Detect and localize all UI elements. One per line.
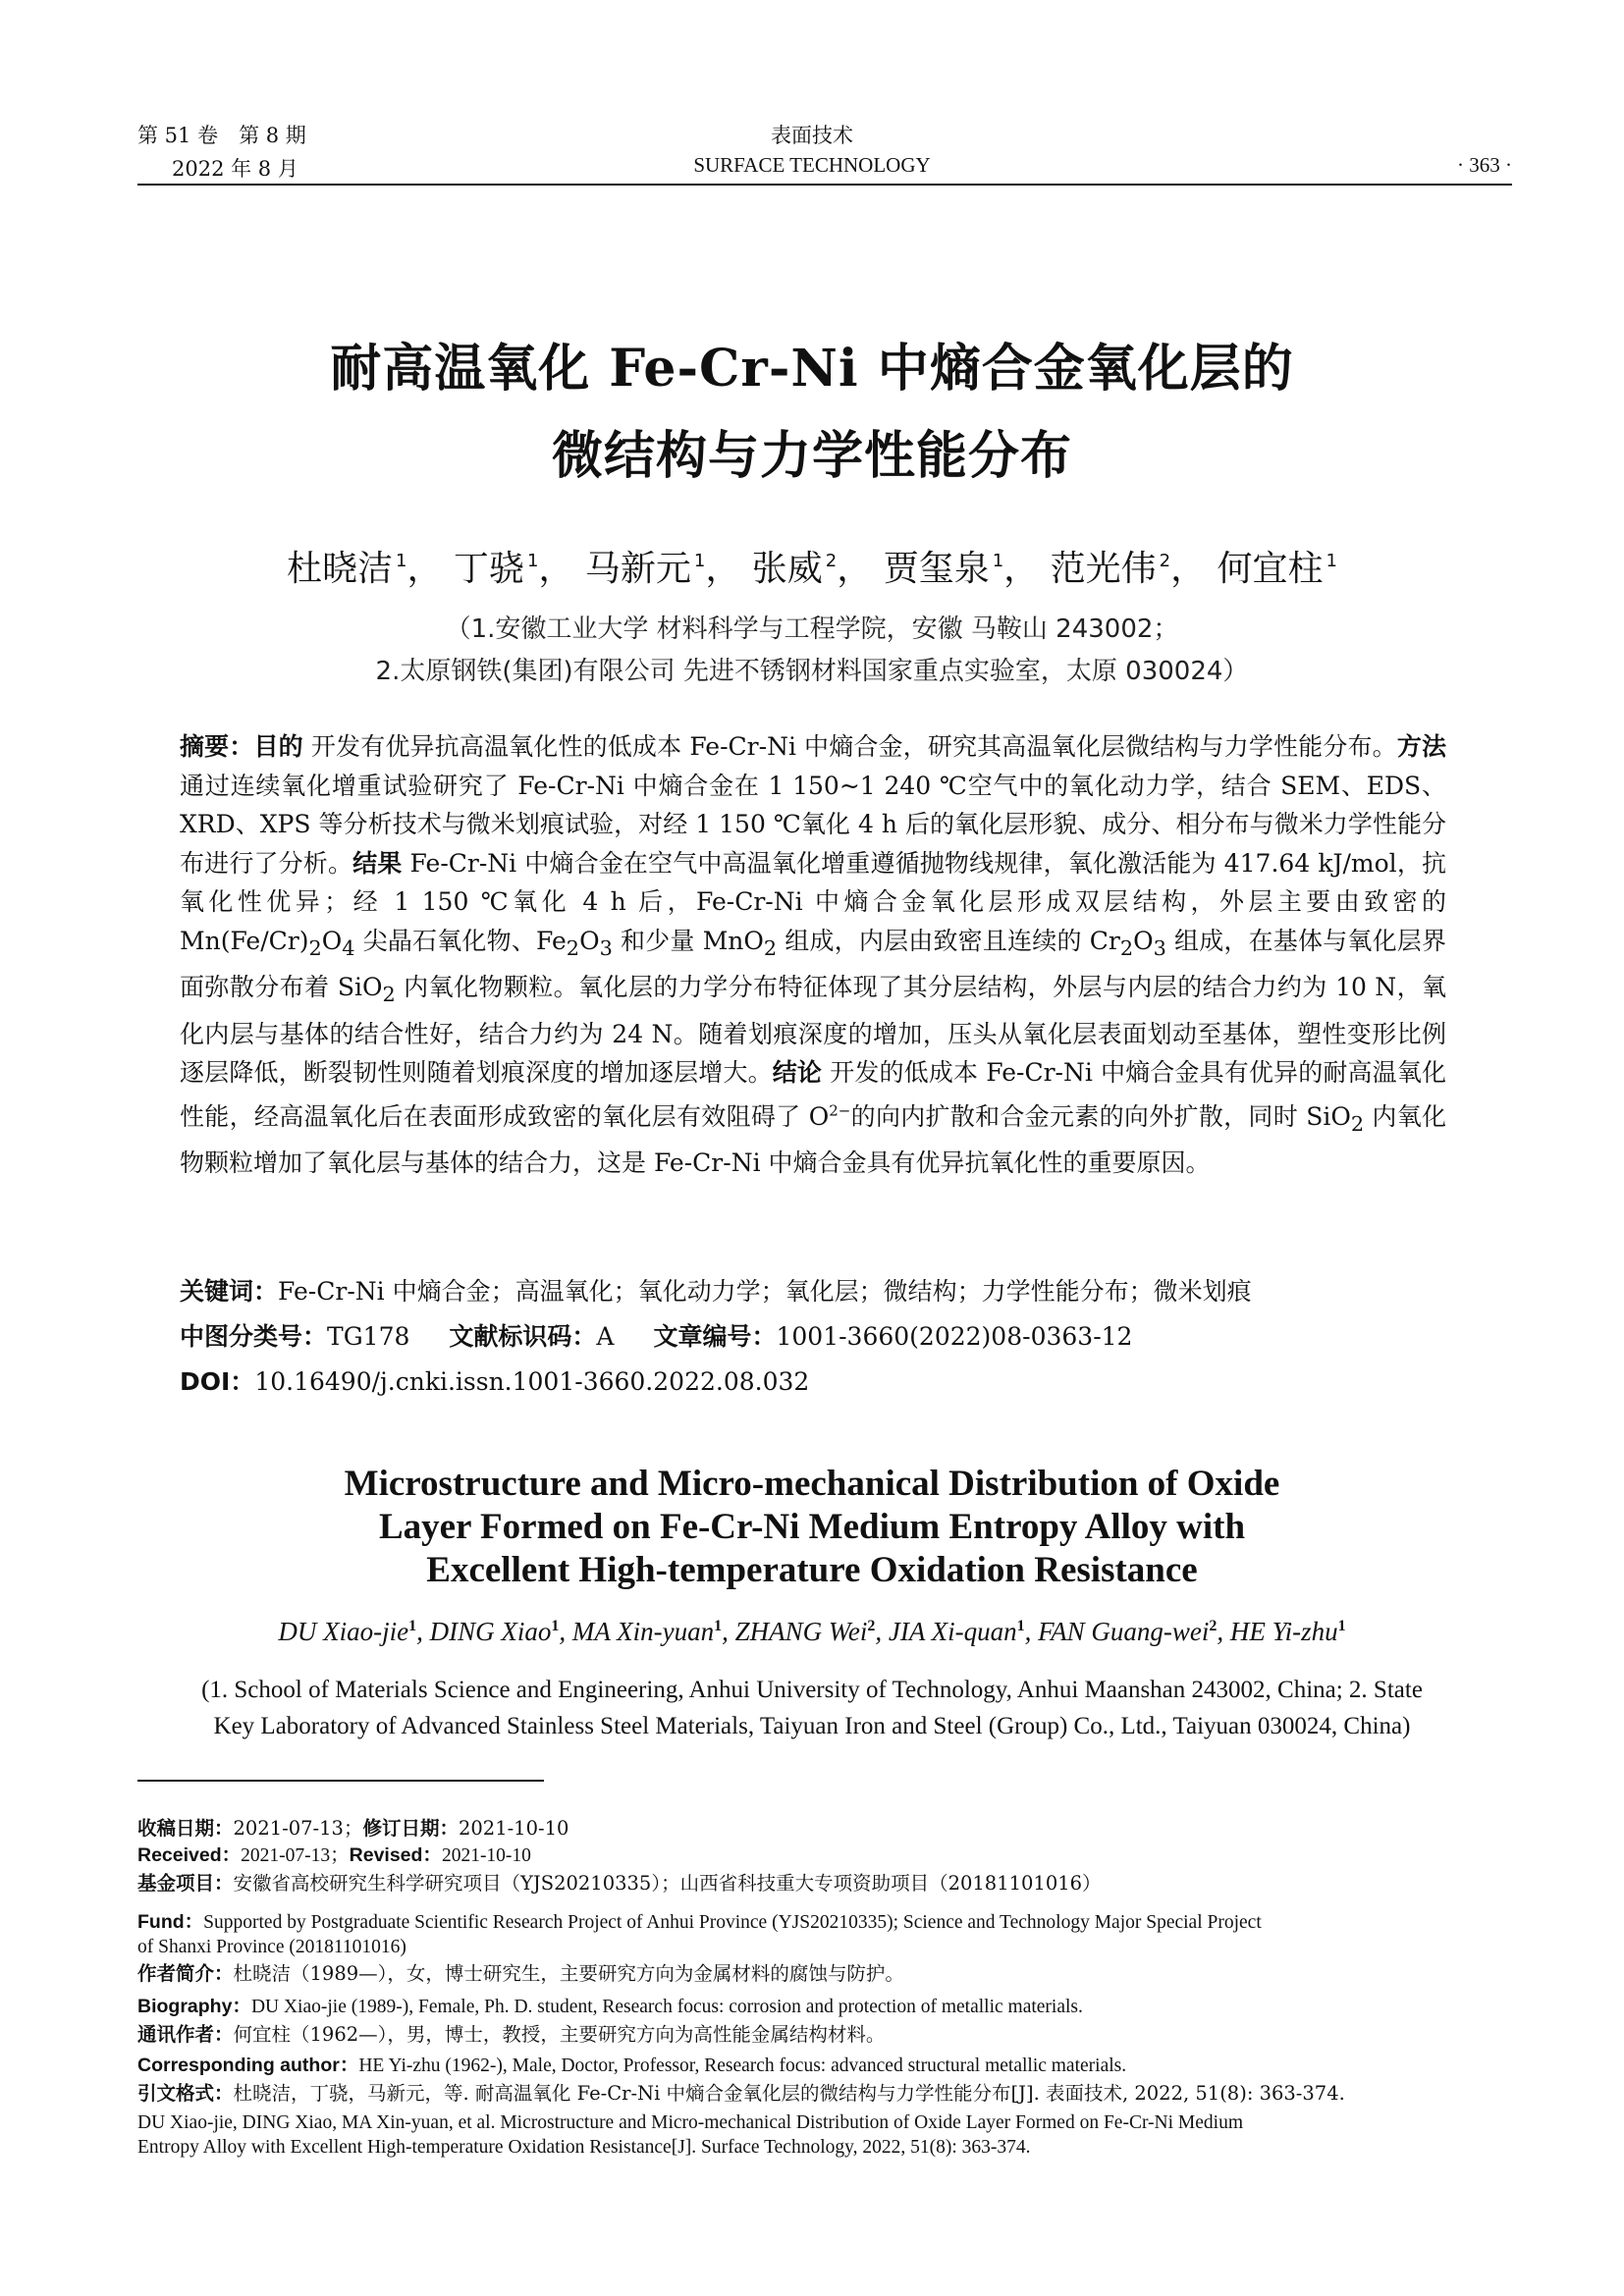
author-affil-mark: 2: [867, 1618, 876, 1634]
affiliation-en-line2: Key Laboratory of Advanced Stainless Steel Materials, Taiyuan Iron and Steel (Group) Co., Ltd., Taiyuan 030024, China): [213, 1713, 1411, 1739]
footnote-rule: [137, 1780, 544, 1782]
corresponding-cn: [137, 2022, 1512, 2047]
keywords-label: 关键词：: [180, 1277, 279, 1306]
author-cn: 马新元: [584, 549, 691, 589]
author-cn: 张威: [751, 549, 823, 589]
revised-en-value: 2021-10-10: [441, 1845, 531, 1866]
author-affil-mark: 1: [551, 1618, 560, 1634]
corr-cn-label: 通讯作者：: [137, 2023, 234, 2046]
authors-en: DU Xiao-jie$^1$, DING Xiao$^1$, MA Xin-yuan$^1$, ZHANG Wei$^2$, JIA Xi-quan$^1$, FAN Guang-wei$^2$, HE Yi-zhu$^1$: [278, 1617, 1346, 1646]
volume-issue: 第 51 卷 第 8 期: [137, 124, 306, 147]
keywords: [180, 1272, 1446, 1308]
author-cn: 贾玺泉: [883, 549, 990, 589]
page-number: · 363 ·: [1457, 153, 1512, 177]
journal-title-en: SURFACE TECHNOLOGY: [693, 153, 931, 177]
title-cn-line1: 耐高温氧化 Fe-Cr-Ni 中熵合金氧化层的: [330, 339, 1294, 399]
bio-en-value: DU Xiao-jie (1989-), Female, Ph. D. student, Research focus: corrosion and protection of metallic materials.: [250, 1997, 1083, 2017]
title-en-line3: Excellent High-temperature Oxidation Resistance: [426, 1550, 1198, 1590]
corresponding-en: [137, 2054, 1512, 2078]
author-en: HE Yi-zhu: [1229, 1617, 1338, 1646]
author-affil-mark: 1: [1337, 1618, 1346, 1634]
fund-en-value-cont: of Shanxi Province (20181101016): [137, 1937, 406, 1957]
author-en: DING Xiao: [429, 1617, 552, 1646]
author-affil-mark: 1: [714, 1618, 723, 1634]
title-cn-line2: 微结构与力学性能分布: [551, 426, 1072, 486]
author-affil-mark: 2: [1159, 551, 1171, 571]
affiliation-cn-line2: 2.太原钢铁(集团)有限公司 先进不锈钢材料国家重点实验室，太原 030024）: [375, 657, 1249, 686]
journal-title-cn: 表面技术: [771, 124, 853, 147]
author-en: FAN Guang-wei: [1038, 1617, 1210, 1646]
corr-cn-value: 何宜柱（1962—），男，博士，教授，主要研究方向为高性能金属结构材料。: [233, 2023, 886, 2046]
received-cn: [137, 1816, 1512, 1841]
affiliation-en: [137, 1672, 1487, 1744]
revised-cn-label: 修订日期：: [362, 1817, 459, 1840]
author-en: JIA Xi-quan: [888, 1617, 1017, 1646]
revised-cn-value: 2021-10-10: [458, 1817, 569, 1840]
biography-en: [137, 1995, 1512, 2019]
abstract-method: 通过连续氧化增重试验研究了 Fe-Cr-Ni 中熵合金在 1 150~1 240 ℃空气中的氧化动力学，结合 SEM、EDS、XRD、XPS 等分析技术与微米划痕试验，对经 1 150 ℃氧化 4 h 后的氧化层形貌、成分、相分布与微米力学性能分布进行了分析。: [180, 771, 1446, 878]
fund-cn: [137, 1871, 1512, 1896]
header-rule: [137, 184, 1512, 186]
affiliation-cn-line1: （1.安徽工业大学 材料科学与工程学院，安徽 马鞍山 243002；: [445, 614, 1179, 644]
keywords-text: Fe-Cr-Ni 中熵合金；高温氧化；氧化动力学；氧化层；微结构；力学性能分布；微米划痕: [278, 1277, 1252, 1306]
bio-cn-value: 杜晓洁（1989—），女，博士研究生，主要研究方向为金属材料的腐蚀与防护。: [233, 1962, 904, 1985]
cite-en-line1: DU Xiao-jie, DING Xiao, MA Xin-yuan, et al. Microstructure and Micro-mechanical Distribution of Oxide Layer Formed on Fe-Cr-Ni Medium: [137, 2112, 1244, 2133]
fund-cn-value: 安徽省高校研究生科学研究项目（YJS20210335）；山西省科技重大专项资助项目（20181101016）: [233, 1872, 1102, 1895]
abstract-purpose: 开发有优异抗高温氧化性的低成本 Fe-Cr-Ni 中熵合金，研究其高温氧化层微结构与力学性能分布。: [310, 732, 1397, 761]
cite-cn-value: 杜晓洁，丁骁，马新元，等. 耐高温氧化 Fe-Cr-Ni 中熵合金氧化层的微结构与力学性能分布[J]. 表面技术, 2022, 51(8): 363-374.: [233, 2082, 1345, 2105]
author-affil-mark: 1: [526, 551, 539, 571]
author-cn: 范光伟: [1050, 549, 1157, 589]
author-affil-mark: 2: [1209, 1618, 1218, 1634]
issue-date: 2022 年 8 月: [172, 157, 298, 181]
doc-code-value: A: [596, 1322, 615, 1351]
fund-en-label: Fund：: [137, 1911, 204, 1933]
method-label: 方法: [1396, 732, 1446, 761]
authors-cn: 杜晓洁 $^1$， 丁骁 $^1$， 马新元 $^1$， 张威 $^2$， 贾玺泉 $^1$， 范光伟 $^2$， 何宜柱 $^1$: [287, 549, 1337, 589]
cite-cn-label: 引文格式：: [137, 2082, 234, 2105]
doi-link[interactable]: 10.16490/j.cnki.issn.1001-3660.2022.08.032: [254, 1367, 810, 1396]
author-cn: 何宜柱: [1217, 549, 1324, 589]
bio-cn-label: 作者简介：: [137, 1962, 234, 1985]
author-affil-mark: 1: [396, 551, 407, 571]
author-affil-mark: 1: [992, 551, 1004, 571]
author-en: ZHANG Wei: [734, 1617, 868, 1646]
abstract-label: 摘要：: [180, 732, 254, 761]
author-en: DU Xiao-jie: [278, 1617, 409, 1646]
conclusion-label: 结论: [772, 1058, 823, 1087]
author-affil-mark: 1: [1326, 551, 1337, 571]
title-en-line1: Microstructure and Micro-mechanical Distribution of Oxide: [344, 1464, 1280, 1504]
corr-en-label: Corresponding author：: [137, 2055, 359, 2076]
doi: [180, 1362, 1446, 1398]
doi-label: DOI：: [180, 1367, 255, 1396]
result-label: 结果: [352, 848, 403, 878]
cite-en-line2: Entropy Alloy with Excellent High-temperature Oxidation Resistance[J]. Surface Technology, 2022, 51(8): 363-374.: [137, 2137, 1031, 2158]
article-no-value: 1001-3660(2022)08-0363-12: [776, 1322, 1133, 1351]
author-affil-mark: 1: [1016, 1618, 1025, 1634]
affiliation-en-line1: (1. School of Materials Science and Engineering, Anhui University of Technology, Anhui Maanshan 243002, China; 2. State: [201, 1677, 1423, 1703]
abstract-conclusion: 开发的低成本 Fe-Cr-Ni 中熵合金具有优异的耐高温氧化性能，经高温氧化后在表面形成致密的氧化层有效阻碍了 $O^{2-}$的向内扩散和合金元素的向外扩散，同时 SiO$_2$ 内氧化物颗粒增加了氧化层与基体的结合力，这是 Fe-Cr-Ni 中熵合金具有优异抗氧化性的重要原因。: [180, 1058, 1446, 1178]
received-cn-label: 收稿日期：: [137, 1817, 234, 1840]
citation-cn: [137, 2081, 1512, 2106]
author-cn: 杜晓洁: [287, 549, 394, 589]
clc-value: TG178: [327, 1322, 410, 1351]
classification: [180, 1317, 1446, 1353]
corr-en-value: HE Yi-zhu (1962-), Male, Doctor, Professor, Research focus: advanced structural metallic materials.: [358, 2056, 1127, 2076]
fund-en-value: Supported by Postgraduate Scientific Research Project of Anhui Province (YJS20210335); Science and Technology Major Special Project: [203, 1912, 1262, 1933]
received-en-value: 2021-07-13；: [241, 1845, 350, 1866]
article-no-label: 文章编号：: [653, 1322, 777, 1351]
author-cn: 丁骁: [453, 549, 524, 589]
title-en-line2: Layer Formed on Fe-Cr-Ni Medium Entropy Alloy with: [378, 1507, 1246, 1547]
clc-label: 中图分类号：: [180, 1322, 328, 1351]
abstract-result: Fe-Cr-Ni 中熵合金在空气中高温氧化增重遵循抛物线规律，氧化激活能为 417.64 kJ/mol，抗氧化性优异；经 1 150 ℃氧化 4 h 后，Fe-Cr-Ni 中熵合金氧化层形成双层结构，外层主要由致密的 $Mn(Fe/Cr)_2O_4$ 尖晶石氧化物、$Fe_2O_3$ 和少量 MnO$_2$ 组成，内层由致密且连续的 $Cr_2O_3$ 组成，在基体与氧化层界面弥散分布着 SiO$_2$ 内氧化物颗粒。氧化层的力学分布特征体现了其分层结构，外层与内层的结合力约为 10 N，氧化内层与基体的结合性好，结合力约为 24 N。随着划痕深度的增加，压头从氧化层表面划动至基体，塑性变形比例逐层降低，断裂韧性则随着划痕深度的增加逐层增大。: [180, 848, 1446, 1087]
doc-code-label: 文献标识码：: [449, 1322, 597, 1351]
purpose-label: 目的: [253, 732, 303, 761]
abstract: [180, 727, 1446, 1183]
received-cn-value: 2021-07-13；: [233, 1817, 363, 1840]
biography-cn: [137, 1961, 1512, 1986]
fund-cn-label: 基金项目：: [137, 1872, 234, 1895]
bio-en-label: Biography：: [137, 1996, 251, 2017]
author-affil-mark: 2: [825, 551, 838, 571]
fund-en: [137, 1910, 1512, 1959]
received-en-label: Received：: [137, 1844, 242, 1866]
author-affil-mark: 1: [408, 1618, 417, 1634]
received-en: [137, 1843, 1512, 1868]
author-en: MA Xin-yuan: [571, 1617, 715, 1646]
citation-en: [137, 2110, 1512, 2160]
revised-en-label: Revised：: [349, 1844, 442, 1866]
author-affil-mark: 1: [693, 551, 706, 571]
